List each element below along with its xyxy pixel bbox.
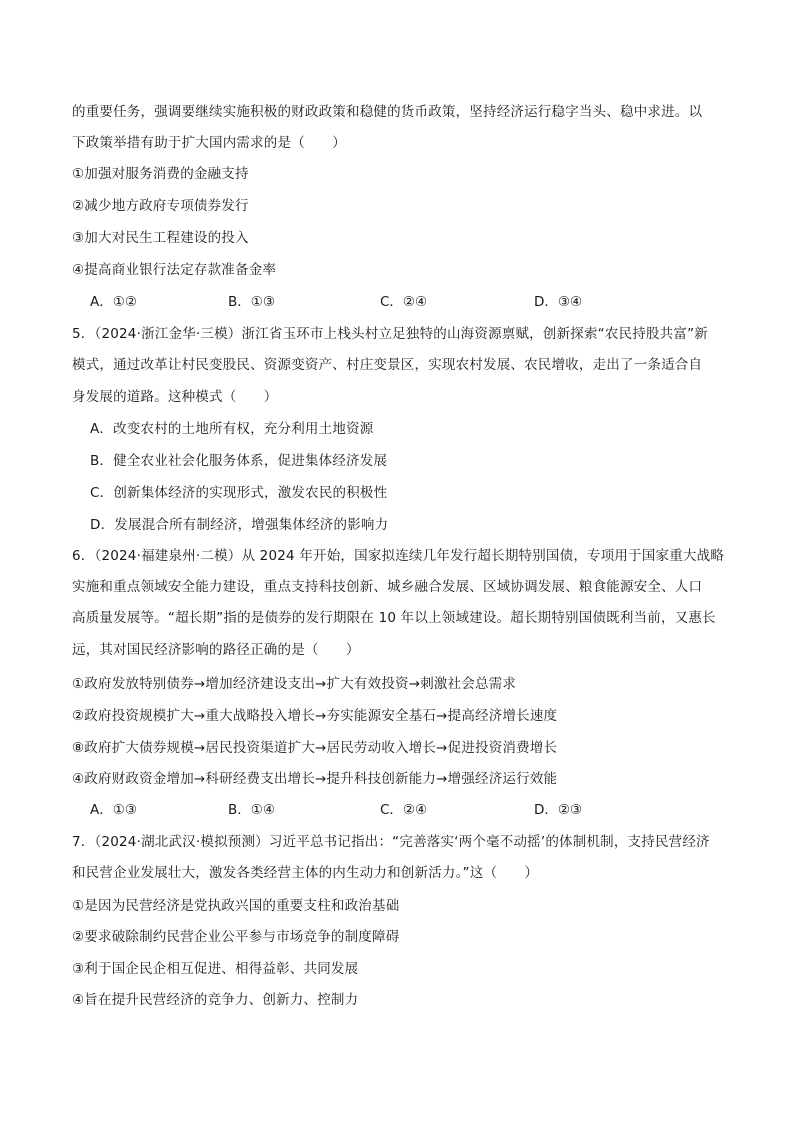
q6-stem-line-2: 实施和重点领域安全能力建设，重点支持科技创新、城乡融合发展、区域协调发展、粮食能源安全、人口 bbox=[72, 579, 703, 595]
q5-option-c: C．创新集体经济的实现形式，激发农民的积极性 bbox=[90, 485, 388, 501]
q6-stem-line-3: 高质量发展等。“超长期”指的是债券的发行期限在 10 年以上领域建设。超长期特别国债既利当前，又惠长 bbox=[72, 610, 716, 626]
q4-item-4: ④提高商业银行法定存款准备金率 bbox=[72, 262, 277, 278]
q6-item-2: ②政府投资规模扩大→重大战略投入增长→夯实能源安全基石→提高经济增长速度 bbox=[72, 708, 558, 724]
q6-item-4: ④政府财政资金增加→科研经费支出增长→提升科技创新能力→增强经济运行效能 bbox=[72, 771, 558, 787]
q4-item-1: ①加强对服务消费的金融支持 bbox=[72, 166, 249, 182]
q6-option-d: D．②③ bbox=[534, 802, 583, 818]
q4-option-b: B．①③ bbox=[228, 294, 275, 310]
q4-option-a: A．①② bbox=[90, 294, 137, 310]
q4-item-2: ②减少地方政府专项债券发行 bbox=[72, 198, 249, 214]
q4-item-3: ③加大对民生工程建设的投入 bbox=[72, 230, 249, 246]
q5-option-d: D．发展混合所有制经济，增强集体经济的影响力 bbox=[90, 517, 389, 533]
q6-options-row bbox=[90, 800, 730, 820]
q6-option-a: A．①③ bbox=[90, 802, 137, 818]
q6-item-3: ⑧政府扩大债券规模→居民投资渠道扩大→居民劳动收入增长→促进投资消费增长 bbox=[72, 740, 558, 756]
q7-item-1: ①是因为民营经济是党执政兴国的重要支柱和政治基础 bbox=[72, 898, 400, 914]
q7-stem-line-2: 和民营企业发展壮大，激发各类经营主体的内生动力和创新活力。”这（ ） bbox=[72, 865, 539, 881]
q5-stem-line-3: 身发展的道路。这种模式（ ） bbox=[72, 389, 278, 405]
q6-stem-line-1: 6．（2024·福建泉州·二模）从 2024 年开始，国家拟连续几年发行超长期特别国债，专项用于国家重大战略 bbox=[72, 548, 725, 564]
q5-stem-line-2: 模式，通过改革让村民变股民、资源变资产、村庄变景区，实现农村发展、农民增收，走出了一条适合自 bbox=[72, 357, 703, 373]
q5-stem-line-1: 5．（2024·浙江金华·三模）浙江省玉环市上栈头村立足独特的山海资源禀赋，创新探索“农民持股共富”新 bbox=[72, 326, 708, 342]
q5-option-a: A．改变农村的土地所有权，充分利用土地资源 bbox=[90, 421, 374, 437]
q6-stem-line-4: 远，其对国民经济影响的路径正确的是（ ） bbox=[72, 642, 360, 658]
q7-item-4: ④旨在提升民营经济的竞争力、创新力、控制力 bbox=[72, 992, 359, 1008]
q4-option-d: D．③④ bbox=[534, 294, 583, 310]
q4-options-row bbox=[90, 292, 730, 312]
q4-stem-line-2: 下政策举措有助于扩大国内需求的是（ ） bbox=[72, 135, 346, 151]
q4-stem-line-1: 的重要任务，强调要继续实施积极的财政政策和稳健的货币政策，坚持经济运行稳字当头、稳中求进。以 bbox=[72, 104, 703, 120]
q6-option-c: C．②④ bbox=[380, 802, 428, 818]
q4-option-c: C．②④ bbox=[380, 294, 428, 310]
q7-stem-line-1: 7．（2024·湖北武汉·模拟预测）习近平总书记指出：“完善落实‘两个毫不动摇’的体制机制，支持民营经济 bbox=[72, 834, 710, 850]
q5-option-b: B．健全农业社会化服务体系，促进集体经济发展 bbox=[90, 453, 388, 469]
q7-item-3: ③利于国企民企相互促进、相得益彰、共同发展 bbox=[72, 961, 359, 977]
q7-item-2: ②要求破除制约民营企业公平参与市场竞争的制度障碍 bbox=[72, 929, 400, 945]
q6-option-b: B．①④ bbox=[228, 802, 275, 818]
q6-item-1: ①政府发放特别债券→增加经济建设支出→扩大有效投资→刺激社会总需求 bbox=[72, 676, 517, 692]
